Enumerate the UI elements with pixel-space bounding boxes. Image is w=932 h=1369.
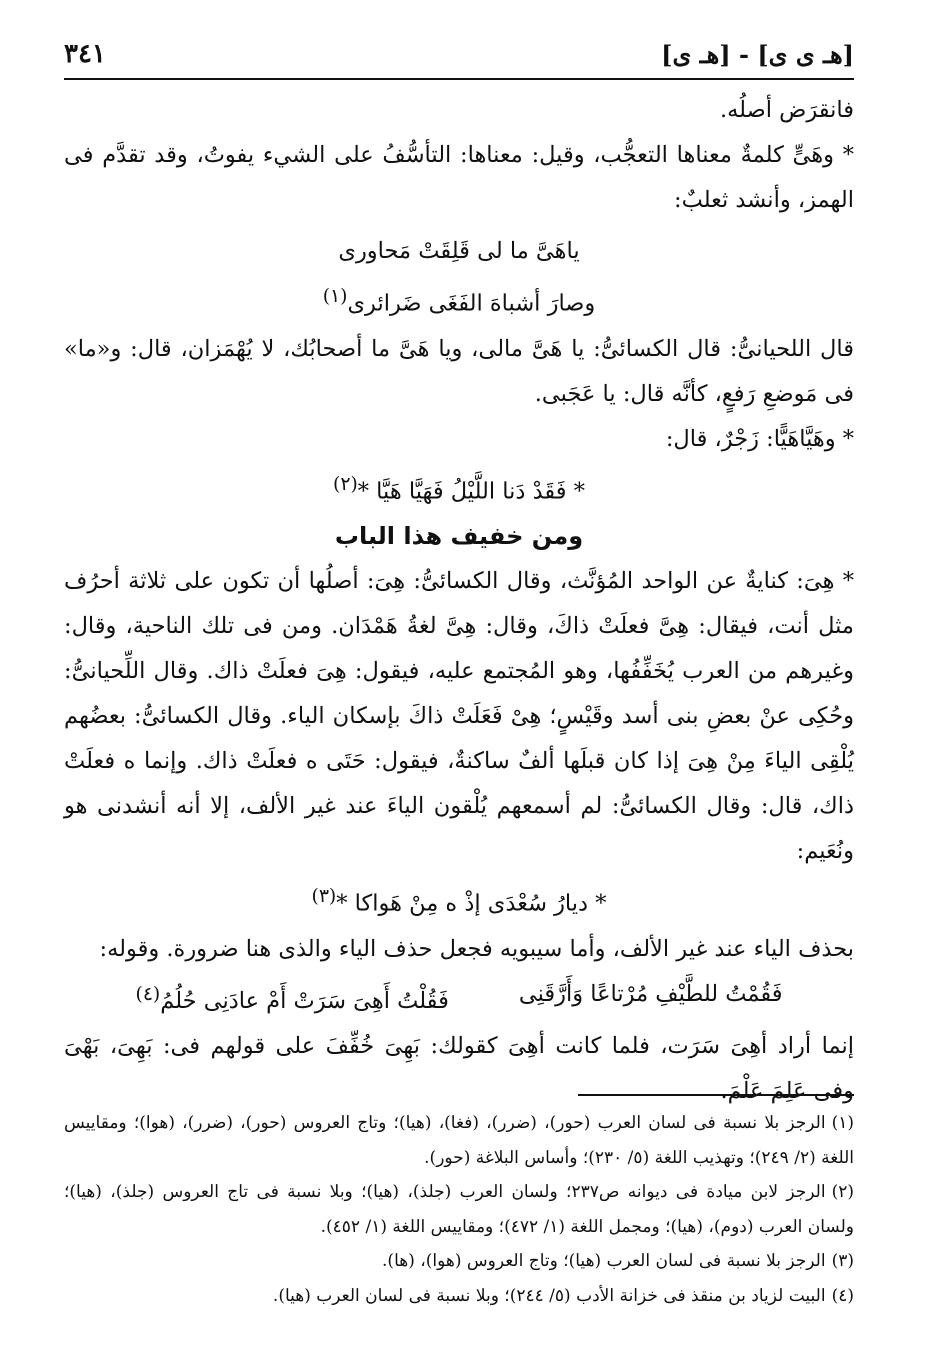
footnote-number: (١) [831, 1113, 854, 1133]
main-text [64, 88, 854, 1114]
footnote-rule [578, 1094, 854, 1096]
couplet-first-hemistich: فَقُمْتُ للطَّيْفِ مُرْتاعًا وَأَرَّقَنِى [518, 980, 783, 1007]
paragraph-hadhf: بحذف الياء عند غير الألف، وأما سيبويه فجعل حذف الياء والذى هنا ضرورة. وقوله: [99, 935, 854, 962]
footnote-item [64, 1106, 854, 1175]
footnote-ref-3[interactable]: (٣) [311, 886, 337, 907]
footnote-number: (٢) [831, 1182, 854, 1202]
footnotes [64, 1106, 854, 1313]
paragraph-last: إنما أراد أهِىَ سَرَت، فلما كانت أهِىَ كقولك: بَهِىَ خُفِّفَ على قولهم فى: بَهِىَ، بَهْىَ وفى عَلِمَ عَلْمَ. [64, 1033, 854, 1104]
paragraph-lihyani: قال اللحيانىُّ: قال الكسائىُّ: يا هَىَّ مالى، ويا هَىَّ ما أصحابُك، لا يُهْمَزان، قال: و«ما» فى مَوضعِ رَفعٍ، كأنَّه قال: يا عَجَبى. [64, 335, 854, 407]
footnote-item [64, 1244, 854, 1279]
paragraph-hiya: * هِىَ: كنايةٌ عن الواحد المُؤنَّث، وقال الكسائىُّ: هِىَ: أصلُها أن تكون على ثلاثة أحرُف مثل أنت، فيقال: هِىَّ فعلَتْ ذاكَ، وقال: هِىَّ لغةُ هَمْدَان. ومن فى تلك الناحية، وقال: وغيرهم من العرب يُخَفِّفُها، وهو المُجتمع عليه، فيقول: هِىَ فعلَتْ ذاك. وقال اللِّحيانىُّ: وحُكِى عنْ بعضِ بنى أسد وقَيْسٍ؛ هِىْ فَعَلَتْ ذاكَ بإسكان الياء. وقال الكسائىُّ: بعضُهم يُلْقِى الياءَ مِنْ هِىَ إذا كان قبلَها ألفٌ ساكنةٌ، فيقول: حَتَى ه فعلَتْ ذاك. وإنما ه فعلَتْ ذاك، قال: وقال الكسائىُّ: لم أسمعهم يُلْقون الياءَ عند غير الألف، إلا أنه أنشدنى هو ونُعَيم: [64, 568, 854, 864]
footnote-text: الرجز بلا نسبة فى لسان العرب (هيا)؛ وتاج العروس (هوا)، (ها). [382, 1251, 826, 1271]
paragraph-hayyaha: * وهَيَّاهَيًّا: زَجْرٌ، قال: [665, 425, 854, 452]
footnote-number: (٣) [831, 1251, 854, 1271]
couplet-second-hemistich-wrap [136, 972, 449, 1025]
footnote-ref-4[interactable]: (٤) [135, 983, 161, 1005]
footnote-item [64, 1279, 854, 1314]
verse-line-1b [64, 274, 854, 327]
page-header [64, 34, 854, 74]
header-rule [64, 78, 854, 80]
footnote-text: الرجز بلا نسبة فى لسان العرب (حور)، (ضرر)، (فغا)، (هيا)؛ وتاج العروس (حور)، (ضرر)، (هوا)؛ ومقاييس اللغة (٢/ ٢٤٩)؛ وتهذيب اللغة (٥/ ٢٣٠)؛ وأساس البلاغة (حور). [64, 1113, 854, 1168]
paragraph-intro: فانقرَض أصلُه. [719, 97, 854, 123]
section-heading: ومن خفيف هذا الباب [334, 522, 584, 550]
running-head: [هـ ى ى] - [هـ ى] [661, 39, 854, 69]
verse-line-1a: ياهَىَّ ما لى قَلِقَتْ مَحاورى [338, 238, 580, 264]
page-number: ٣٤١ [64, 39, 106, 69]
verse-1b-text: وصارَ أشباهَ الفَغَى ضَرائرى [347, 290, 596, 317]
footnote-text: البيت لزياد بن منقذ فى خزانة الأدب (٥/ ٢٤٤)؛ وبلا نسبة فى لسان العرب (هيا). [272, 1285, 826, 1306]
footnote-text: الرجز لابن ميادة فى ديوانه ص٢٣٧؛ ولسان العرب (جلذ)، (هيا)؛ وبلا نسبة فى تاج العروس (جلذ)، (هيا)؛ ولسان العرب (دوم)، (هيا)؛ ومجمل اللغة (١/ ٤٧٢)؛ ومقاييس اللغة (١/ ٤٥٢). [64, 1182, 854, 1237]
verse-line-2 [64, 462, 854, 515]
couplet-second-hemistich: فَقُلْتُ أَهِىَ سَرَتْ أَمْ عادَنِى حُلُمُ [160, 988, 449, 1014]
verse-3-text: * ديارُ سُعْدَى إذْ ه مِنْ هَواكا * [336, 890, 607, 917]
verse-line-3 [64, 874, 854, 927]
paragraph-hayy: * وهَىٍّ كلمةٌ معناها التعجُّب، وقيل: معناها: التأسُّفُ على الشيء يفوتُ، وقد تقدَّم فى الهمز، وأنشد ثعلبٌ: [64, 142, 854, 213]
footnote-ref-2[interactable]: (٢) [333, 473, 358, 495]
verse-couplet [64, 972, 854, 1025]
footnote-item [64, 1175, 854, 1244]
verse-2-text: * فَقَدْ دَنا اللَّيْلُ فَهَيَّا هَيَّا * [357, 478, 585, 504]
footnote-number: (٤) [831, 1285, 854, 1306]
footnote-ref-1[interactable]: (١) [322, 286, 348, 307]
